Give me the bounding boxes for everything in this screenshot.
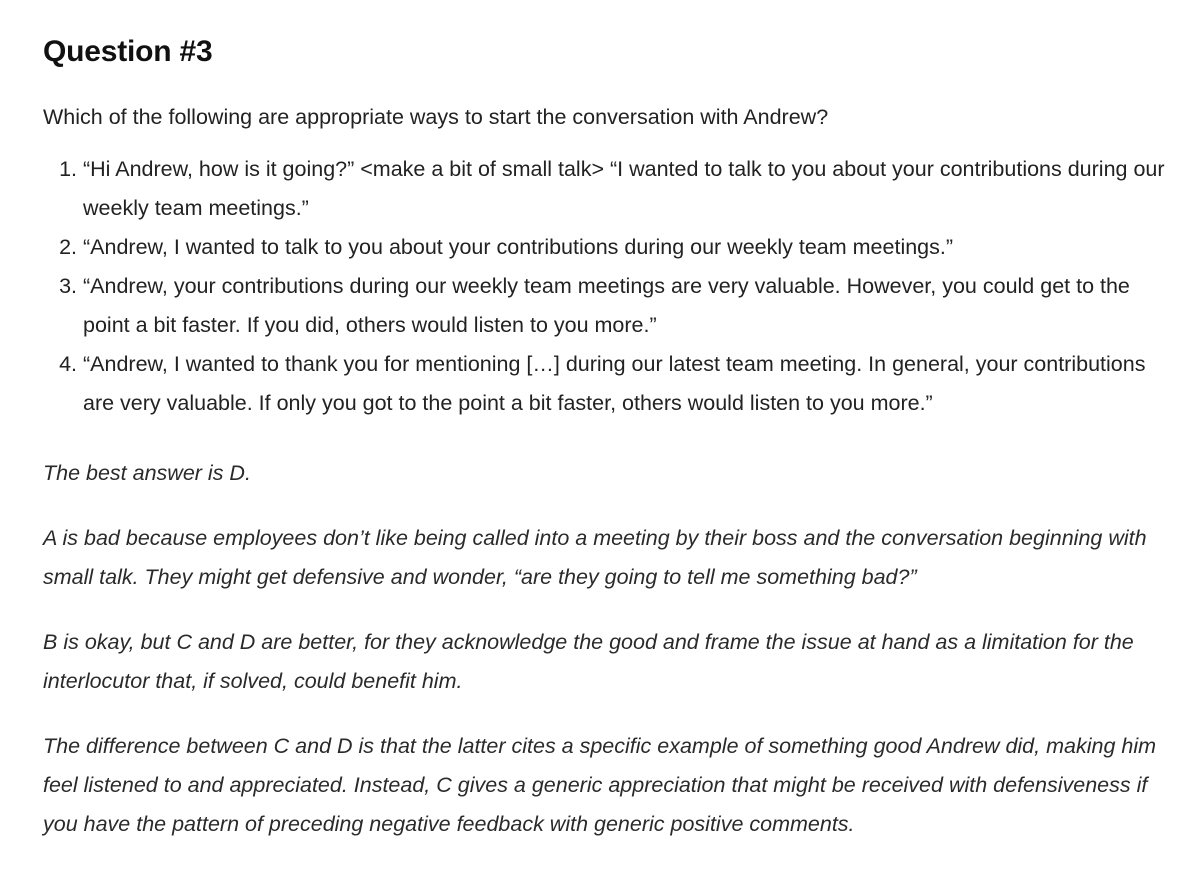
option-4: 4. “Andrew, I wanted to thank you for mentioning […] during our latest team meeting. In general, your contributions are very valuable. If only you got to the point a bit faster, others would listen to you more.” [83, 345, 1176, 423]
explanation-c-d: The difference between C and D is that the latter cites a specific example of something good Andrew did, making him feel listened to and appreciated. Instead, C gives a generic appreciation that might be received with defensiveness if you have the pattern of preceding negative feedback with generic positive comments. [43, 734, 1157, 836]
question-prompt: Which of the following are appropriate ways to start the conversation with Andrew? [43, 105, 829, 129]
option-1: 1. “Hi Andrew, how is it going?” <make a bit of small talk> “I wanted to talk to you about your contributions during our weekly team meetings.” [83, 150, 1176, 228]
explanation-b: B is okay, but C and D are better, for they acknowledge the good and frame the issue at hand as a limitation for the interlocutor that, if solved, could benefit him. [43, 630, 1134, 693]
option-2: 2. “Andrew, I wanted to talk to you about your contributions during our weekly team meetings.” [83, 228, 1176, 267]
best-answer: The best answer is D. [43, 461, 251, 485]
question-title: Question #3 [43, 35, 213, 68]
option-3: 3. “Andrew, your contributions during our weekly team meetings are very valuable. However, you could get to the point a bit faster. If you did, others would listen to you more.” [83, 267, 1176, 345]
explanation-a: A is bad because employees don’t like being called into a meeting by their boss and the conversation beginning with small talk. They might get defensive and wonder, “are they going to tell me something bad?” [43, 526, 1147, 589]
answer-options-list [43, 150, 1176, 423]
